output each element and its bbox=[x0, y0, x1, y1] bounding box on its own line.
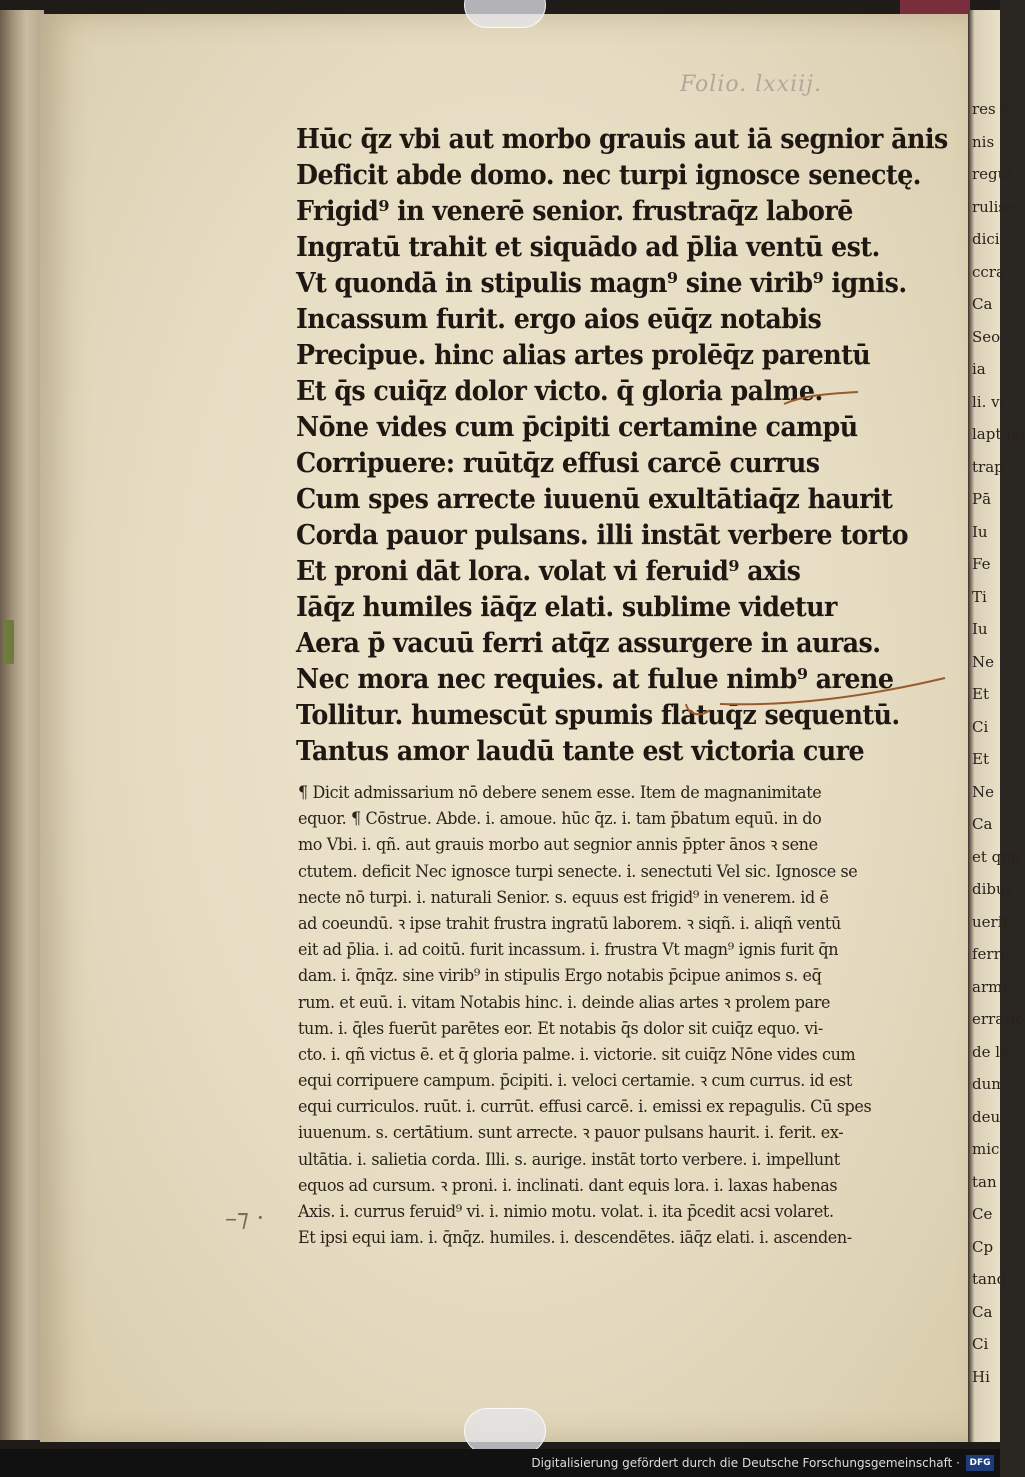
verse-line: Ingratū trahit et siquādo ad p̄lia ventū est. bbox=[296, 232, 880, 263]
facing-page-fragment: tan bbox=[972, 1172, 997, 1191]
facing-page-fragment: res v bbox=[972, 100, 1009, 118]
facing-page-fragment: mic bbox=[972, 1140, 1000, 1158]
facing-page-fragment: Seo bbox=[972, 327, 1001, 346]
facing-page-fragment: de le bbox=[972, 1042, 1009, 1061]
verse-line: Tollitur. humescūt spumis flatuq̄z sequentū. bbox=[296, 700, 900, 731]
margin-marks: –⁊ · bbox=[225, 1204, 265, 1232]
facing-page-fragment: Ne bbox=[972, 782, 995, 801]
facing-page-fragment: rulise bbox=[972, 197, 1016, 216]
facing-page-fragment: et qua bbox=[972, 847, 1020, 866]
verse-line: Cum spes arrecte iuuenū exultātiaq̄z haurit bbox=[296, 484, 893, 515]
facing-page-fragment: Ca bbox=[972, 815, 993, 833]
verse-line: Precipue. hinc alias artes prolēq̄z parentū bbox=[296, 340, 871, 371]
facing-page-fragment: ccra bbox=[972, 262, 1005, 281]
commentary-line: equor. ¶ Cōstrue. Abde. i. amoue. hūc q̄z. i. tam p̄batum equū. in do bbox=[298, 809, 822, 830]
page-clip-top bbox=[464, 0, 546, 28]
facing-page-fragment: erratic bbox=[972, 1010, 1024, 1028]
handwritten-annotation-stroke bbox=[782, 390, 862, 410]
footer-credit: Digitalisierung gefördert durch die Deutsche Forschungsgemeinschaft · bbox=[531, 1456, 960, 1470]
facing-page-fragment: Ca bbox=[972, 295, 993, 313]
commentary-line: Et ipsi equi iam. i. q̄nq̄z. humiles. i. descendētes. iāq̄z elati. i. ascenden- bbox=[298, 1228, 852, 1249]
verse-text-block bbox=[296, 122, 948, 770]
verse-line: Et q̄s cuiq̄z dolor victo. q̄ gloria palme. bbox=[296, 376, 823, 407]
commentary-line: cto. i. qñ victus ē. et q̄ gloria palme. i. victorie. sit cuiq̄z Nōne vides cum bbox=[298, 1044, 856, 1065]
facing-page-fragment: Et bbox=[972, 750, 989, 768]
annotation-stroke-path bbox=[784, 392, 858, 404]
facing-page-fragment: regul bbox=[972, 165, 1013, 183]
facing-page-fragment: lapt po bbox=[972, 425, 1025, 443]
commentary-text-block bbox=[298, 780, 928, 1251]
commentary-line: equi corripuere campum. p̄cipiti. i. veloci certamie. ꝛ cum currus. id est bbox=[298, 1071, 852, 1092]
annotation-stroke-path bbox=[686, 678, 945, 714]
facing-page-fragment: ia bbox=[972, 360, 986, 378]
commentary-line: ¶ Dicit admissarium nō debere senem esse. Item de magnanimitate bbox=[298, 783, 822, 803]
facing-page-fragment: Hi bbox=[972, 1367, 990, 1386]
facing-page-fragment: trap bbox=[972, 457, 1004, 476]
commentary-line: Axis. i. currus feruid⁹ vi. i. nimio motu. volat. i. ita p̄cedit acsi volaret. bbox=[298, 1202, 834, 1222]
facing-page-fragment: Ce bbox=[972, 1205, 993, 1223]
facing-page-fragment: armi bbox=[972, 977, 1008, 996]
handwritten-annotation-stroke-2 bbox=[680, 674, 950, 720]
verse-line: Aera p̄ vacuū ferri atq̄z assurgere in auras. bbox=[296, 628, 881, 659]
verse-line: Et proni dāt lora. volat vi feruid⁹ axis bbox=[296, 556, 801, 587]
facing-page-fragment: uerit bbox=[972, 912, 1009, 931]
verse-line: Tantus amor laudū tante est victoria cure bbox=[296, 736, 865, 767]
commentary-line: tum. i. q̄les fuerūt parētes eor. Et notabis q̄s dolor sit cuiq̄z equo. vi- bbox=[298, 1018, 823, 1039]
folio-header: Folio. lxxiij. bbox=[680, 72, 822, 97]
facing-page-fragment: nis bbox=[972, 132, 995, 151]
facing-page-fragment: ferro bbox=[972, 945, 1010, 963]
verse-line: Nec mora nec requies. at fulue nimb⁹ arene bbox=[296, 664, 894, 695]
facing-page-fragment: Iu bbox=[972, 620, 988, 638]
book-fore-edge bbox=[0, 10, 44, 1440]
facing-page-fragment: li. vi bbox=[972, 392, 1005, 411]
verse-line: Deficit abde domo. nec turpi ignosce senectę. bbox=[296, 160, 921, 191]
commentary-line: ad coeundū. ꝛ ipse trahit frustra ingratū laborem. ꝛ siqñ. i. aliqñ ventū bbox=[298, 913, 841, 934]
commentary-line: dam. i. q̄nq̄z. sine virib⁹ in stipulis Ergo notabis p̄cipue animos s. eq̄ bbox=[298, 966, 822, 987]
commentary-line: equos ad cursum. ꝛ proni. i. inclinati. dant equis lora. i. laxas habenas bbox=[298, 1175, 838, 1196]
commentary-line: necte nō turpi. i. naturali Senior. s. equus est frigid⁹ in venerem. id ē bbox=[298, 887, 829, 908]
facing-page-fragment: Cp bbox=[972, 1237, 994, 1256]
commentary-line: ultātia. i. salietia corda. Illi. s. aurige. instāt torto verbere. i. impellunt bbox=[298, 1149, 840, 1170]
bookmark-ribbon bbox=[4, 620, 14, 664]
facing-page-fragment: tand bbox=[972, 1270, 1007, 1288]
page-clip-bottom bbox=[464, 1408, 546, 1454]
verse-line: Corda pauor pulsans. illi instāt verbere torto bbox=[296, 520, 909, 551]
facing-page-fragment: Ti bbox=[972, 587, 987, 606]
commentary-line: rum. et euū. i. vitam Notabis hinc. i. deinde alias artes ꝛ prolem pare bbox=[298, 992, 831, 1013]
verse-line: Corripuere: ruūtq̄z effusi carcē currus bbox=[296, 448, 820, 479]
facing-page-fragment: dibus bbox=[972, 880, 1014, 898]
facing-page-fragment: dum bbox=[972, 1075, 1006, 1093]
dfg-logo: DFG bbox=[966, 1455, 994, 1471]
facing-page-fragment: Ci bbox=[972, 1335, 989, 1353]
verse-line: Iāq̄z humiles iāq̄z elati. sublime videtur bbox=[296, 592, 837, 623]
footer-bar bbox=[0, 1449, 1000, 1477]
facing-page-fragment: dici bbox=[972, 230, 1000, 248]
facing-page-fragment: deu bbox=[972, 1107, 1001, 1126]
commentary-line: iuuenum. s. certātium. sunt arrecte. ꝛ pauor pulsans haurit. i. ferit. ex- bbox=[298, 1123, 844, 1144]
facing-page-fragment: Ne bbox=[972, 652, 995, 671]
facing-page-edge bbox=[968, 10, 1025, 1442]
verse-line: Vt quondā in stipulis magn⁹ sine virib⁹ ignis. bbox=[296, 268, 907, 299]
facing-page-fragment: Et bbox=[972, 685, 989, 703]
facing-page-fragment: Ci bbox=[972, 717, 989, 736]
verse-line: Nōne vides cum p̄cipiti certamine campū bbox=[296, 412, 858, 443]
verse-line: Hūc q̄z vbi aut morbo grauis aut iā segnior ānis bbox=[296, 124, 948, 155]
commentary-line: eit ad p̄lia. i. ad coitū. furit incassum. i. frustra Vt magn⁹ ignis furit q̄n bbox=[298, 940, 839, 961]
facing-page-fragment: Iu bbox=[972, 522, 988, 541]
verse-line: Frigid⁹ in venerē senior. frustraq̄z laborē bbox=[296, 196, 853, 227]
commentary-line: mo Vbi. i. qñ. aut grauis morbo aut segnior annis p̄pter ānos ꝛ sene bbox=[298, 835, 818, 856]
commentary-line: ctutem. deficit Nec ignosce turpi senecte. i. senectuti Vel sic. Ignosce se bbox=[298, 861, 858, 882]
book-page bbox=[40, 14, 970, 1442]
facing-page-fragment: Pā bbox=[972, 490, 992, 508]
commentary-line: equi curriculos. ruūt. i. currūt. effusi carcē. i. emissi ex repagulis. Cū spes bbox=[298, 1097, 872, 1118]
facing-page-fragment: Ca bbox=[972, 1302, 993, 1321]
verse-line: Incassum furit. ergo aios eūq̄z notabis bbox=[296, 304, 822, 335]
facing-page-fragment: Fe bbox=[972, 555, 991, 573]
